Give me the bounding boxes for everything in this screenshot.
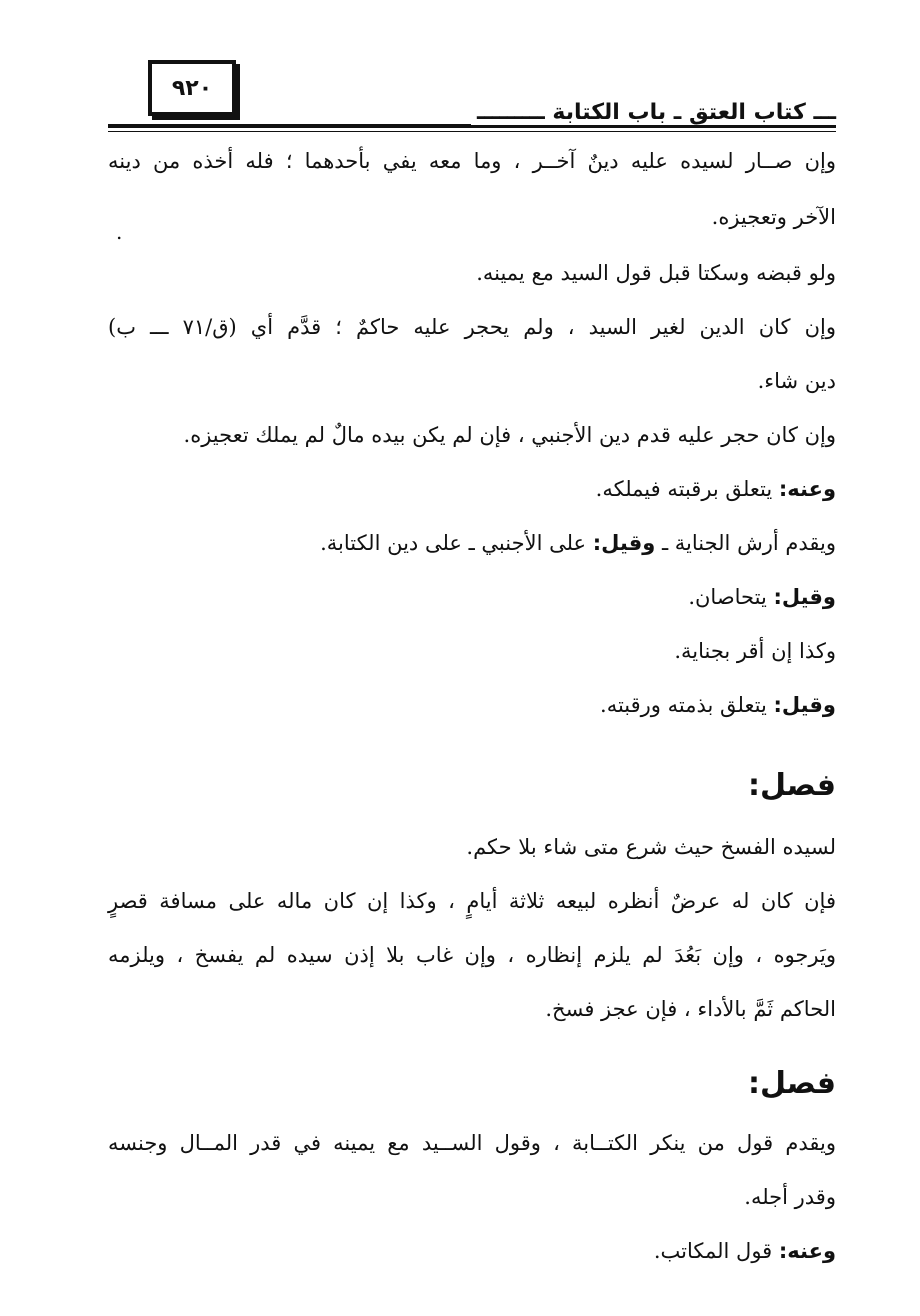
text-line: ولو قبضه وسكتا قبل قول السيد مع يمينه. <box>476 261 836 285</box>
text-line: وعنه: يتعلق برقبته فيملكه. <box>595 477 836 501</box>
bold-term: وقيل: <box>773 585 836 609</box>
text-line: وعنه: قول المكاتب. <box>653 1239 836 1263</box>
text-line: ويقدم قول من ينكر الكتــابة ، وقول الســيد مع يمينه في قدر المــال وجنسه <box>108 1131 836 1155</box>
text-line: لسيده الفسخ حيث شرع متى شاء بلا حكم. <box>466 835 836 859</box>
text-line: وقيل: يتحاصان. <box>688 585 836 609</box>
running-head <box>108 100 836 130</box>
bold-term: وعنه: <box>778 1239 836 1263</box>
section-heading: فصل: <box>748 768 836 803</box>
bold-term: وعنه: <box>778 477 836 501</box>
text-line: الحاكم ثَمَّ بالأداء ، فإن عجز فسخ. <box>545 997 836 1021</box>
text-line: الآخر وتعجيزه. <box>711 205 836 229</box>
text-line: وقدر أجله. <box>744 1185 836 1209</box>
text-line: وقيل: يتعلق بذمته ورقبته. <box>600 693 836 717</box>
section-heading: فصل: <box>748 1066 836 1101</box>
text-line: ويَرجوه ، وإن بَعُدَ لم يلزم إنظاره ، وإن غاب بلا إذن سيده لم يفسخ ، ويلزمه <box>108 943 836 967</box>
text-line: وإن كان حجر عليه قدم دين الأجنبي ، فإن لم يكن بيده مالٌ لم يملك تعجيزه. <box>183 423 836 447</box>
text-line: وإن كان الدين لغير السيد ، ولم يحجر عليه حاكمٌ ؛ قدَّم أي (ق/٧١ ـــ ب) <box>108 315 836 339</box>
bold-term: وقيل: <box>592 531 656 555</box>
text-line: فإن كان له عرضٌ أنظره لبيعه ثلاثة أيامٍ ، وكذا إن كان ماله على مسافة قصرٍ <box>108 889 836 913</box>
page-number: ٩٢٠ <box>171 75 213 101</box>
text-line: وكذا إن أقر بجناية. <box>674 639 836 663</box>
text-line: ويقدم أرش الجناية ـ وقيل: على الأجنبي ـ على دين الكتابة. <box>320 531 836 555</box>
stray-dot: . <box>116 220 123 244</box>
bold-term: وقيل: <box>773 693 836 717</box>
text-line: وإن صــار لسيده عليه دينٌ آخــر ، وما معه يفي بأحدهما ؛ فله أخذه من دينه <box>108 149 836 173</box>
text-line: دين شاء. <box>757 369 836 393</box>
running-head-title: ـــ كتاب العتق ـ باب الكتابة ـــــــــ <box>471 100 836 125</box>
header-rule-thin <box>108 131 836 132</box>
